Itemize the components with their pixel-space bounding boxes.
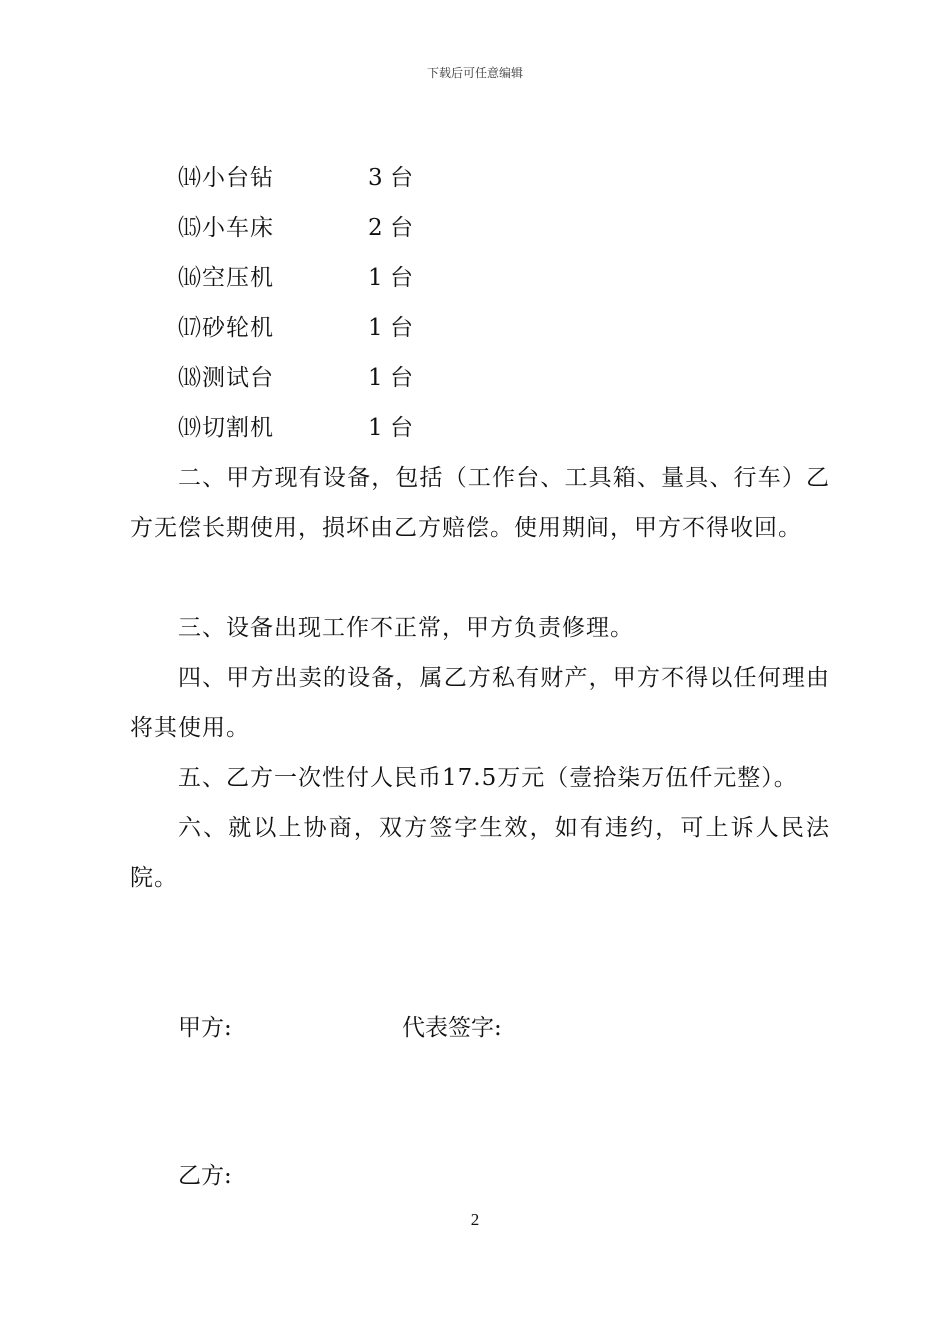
equipment-quantity: 1 台 xyxy=(368,415,413,441)
equipment-quantity: 1 台 xyxy=(368,265,413,291)
clause-six: 六、就以上协商，双方签字生效，如有违约，可上诉人民法院。 xyxy=(130,815,830,891)
equipment-item xyxy=(178,213,478,243)
equipment-name: ⒄砂轮机 xyxy=(178,315,274,341)
equipment-quantity: 1 台 xyxy=(368,315,413,341)
party-a-label: 甲方: xyxy=(178,1015,232,1041)
equipment-item xyxy=(178,413,478,443)
equipment-quantity: 2 台 xyxy=(368,215,413,241)
equipment-name: ⒅测试台 xyxy=(178,365,274,391)
equipment-quantity: 1 台 xyxy=(368,365,413,391)
equipment-name: ⒁小台钻 xyxy=(178,165,274,191)
clause-two: 二、甲方现有设备，包括（工作台、工具箱、量具、行车）乙方无偿长期使用，损坏由乙方赔偿。使用期间，甲方不得收回。 xyxy=(130,465,830,541)
equipment-name: ⒂小车床 xyxy=(178,215,274,241)
equipment-item xyxy=(178,263,478,293)
party-b-label: 乙方: xyxy=(178,1163,232,1189)
page-header: 下载后可任意编辑 xyxy=(426,66,523,80)
equipment-item xyxy=(178,363,478,393)
equipment-item xyxy=(178,313,478,343)
equipment-name: ⒃空压机 xyxy=(178,265,274,291)
representative-signature-label: 代表签字: xyxy=(402,1015,502,1041)
clause-five: 五、乙方一次性付人民币17.5万元（壹拾柒万伍仟元整）。 xyxy=(178,765,798,791)
equipment-item xyxy=(178,163,478,193)
clause-three: 三、设备出现工作不正常，甲方负责修理。 xyxy=(178,615,634,641)
equipment-quantity: 3 台 xyxy=(368,165,413,191)
page-number: 2 xyxy=(470,1210,480,1229)
clause-four: 四、甲方出卖的设备，属乙方私有财产，甲方不得以任何理由将其使用。 xyxy=(130,665,830,741)
equipment-name: ⒆切割机 xyxy=(178,415,274,441)
